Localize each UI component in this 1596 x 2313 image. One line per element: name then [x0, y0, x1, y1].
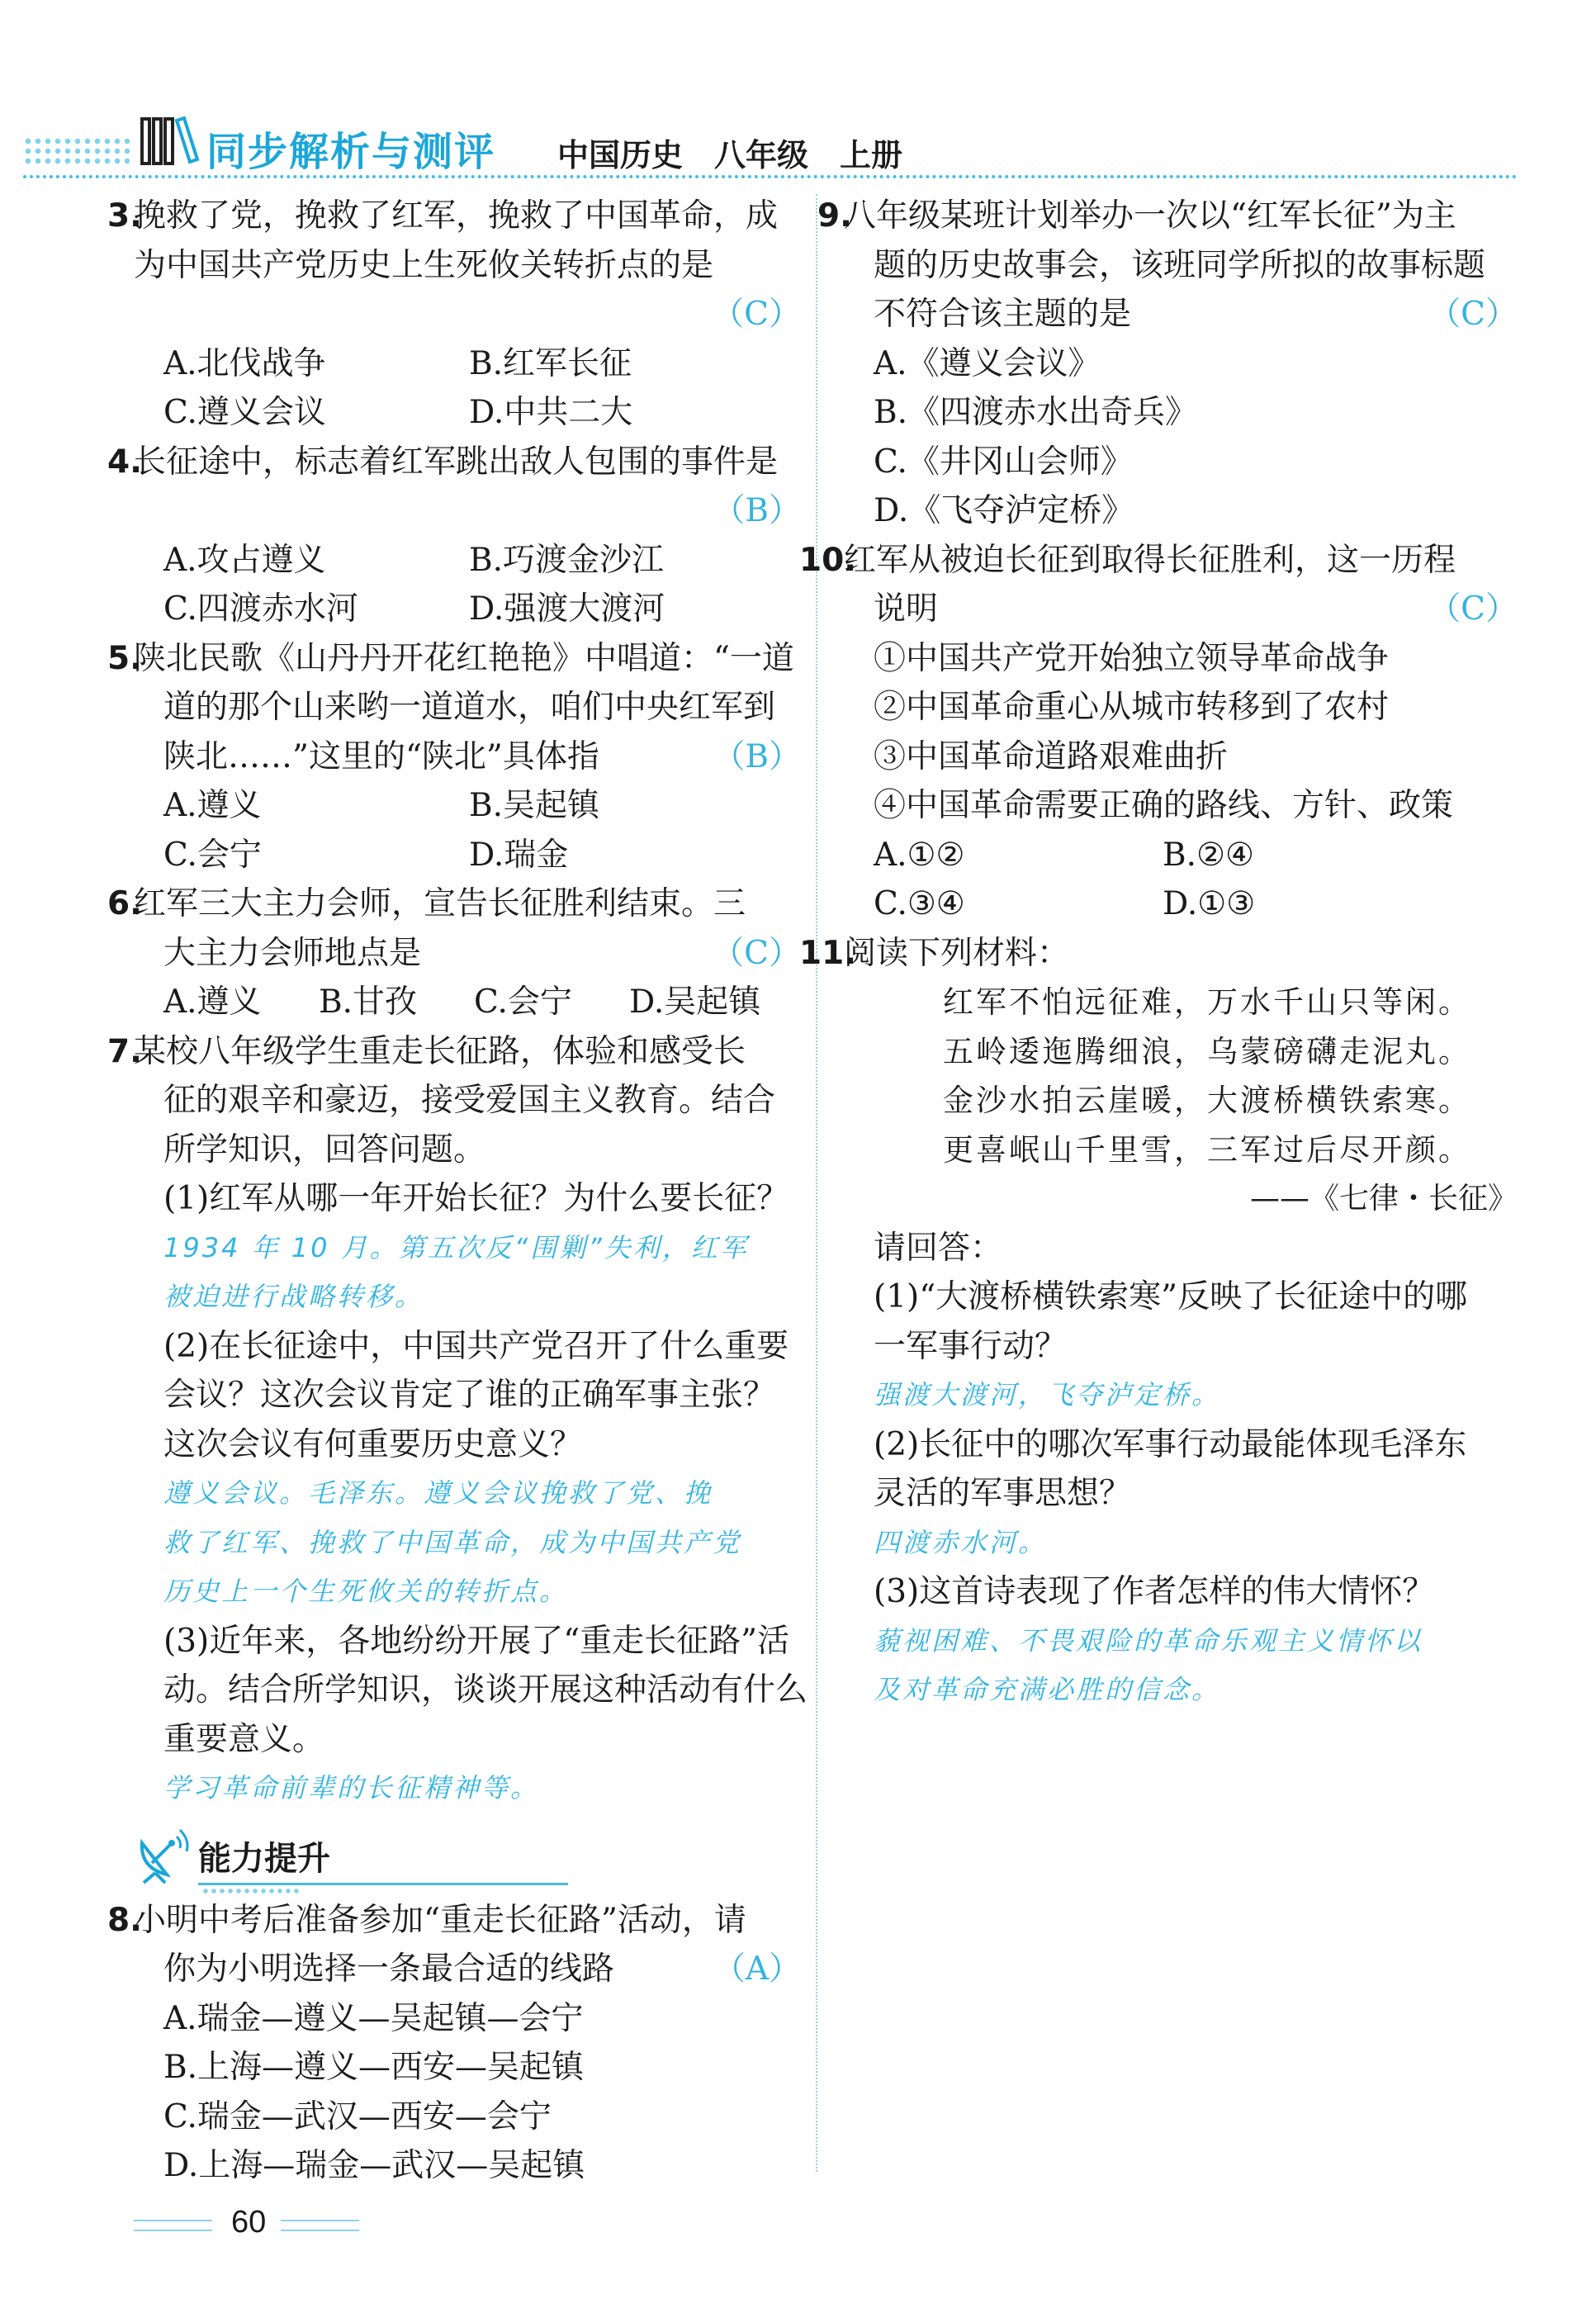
option: C.《井冈山会师》 [874, 443, 1133, 481]
satellite-dish-icon [134, 1827, 192, 1884]
question-6 [107, 879, 801, 1027]
statement-item: ④中国革命需要正确的路线、方针、政策 [874, 787, 1454, 824]
sub-question: (1)红军从哪一年开始长征？为什么要长征？ [163, 1180, 789, 1217]
option: B.巧渡金沙江 [469, 541, 665, 579]
sub-question: (3)近年来，各地纷纷开展了“重走长征路”活 [163, 1622, 790, 1660]
poem-line: 更喜岷山千里雪，三军过后尽开颜。 [943, 1131, 1471, 1168]
question-text: 八年级某班计划举办一次以“红军长征”为主 [844, 197, 1456, 235]
answer-choice: （C） [1428, 590, 1518, 628]
sub-question: 动。结合所学知识，谈谈开展这种活动有什么 [163, 1671, 808, 1709]
answer-choice: （C） [712, 296, 801, 333]
option: B.《四渡赤水出奇兵》 [874, 394, 1198, 431]
question-text: 红军三大主力会师，宣告长征胜利结束。三 [134, 885, 746, 922]
option: B.②④ [1163, 836, 1254, 874]
option: B.上海—遵义—西安—吴起镇 [163, 2049, 585, 2086]
option: C.③④ [874, 885, 965, 922]
right-column [799, 192, 1518, 1715]
options-row [134, 388, 801, 438]
books-icon [140, 116, 200, 167]
answer-choice: （B） [713, 737, 801, 775]
page-number: 60 [231, 2205, 267, 2240]
answer-choice: （B） [713, 492, 801, 529]
question-text: 红军从被迫长征到取得长征胜利，这一历程 [844, 541, 1456, 579]
header-dots-decoration [23, 136, 135, 166]
question-number: 11. [799, 934, 857, 972]
section-header [134, 1813, 801, 1896]
option: D.中共二大 [469, 394, 633, 431]
poem-line: 五岭逶迤腾细浪，乌蒙磅礴走泥丸。 [943, 1033, 1471, 1069]
question-text: 征的艰辛和豪迈，接受爱国主义教育。结合 [163, 1082, 776, 1119]
options-row [134, 831, 801, 880]
options-row [134, 781, 801, 831]
option: C.会宁 [474, 983, 572, 1021]
question-3 [107, 192, 801, 438]
option: B.甘孜 [319, 983, 418, 1021]
question-number: 5. [107, 639, 142, 677]
question-text: 某校八年级学生重走长征路，体验和感受长 [134, 1032, 746, 1070]
options-row [844, 879, 1518, 929]
question-7 [107, 1027, 808, 1813]
answer-choice: （C） [1428, 296, 1518, 333]
handwritten-answer: 四渡赤水河。 [874, 1526, 1048, 1558]
option: D.强渡大渡河 [469, 590, 665, 628]
handwritten-answer: 被迫进行战略转移。 [163, 1281, 424, 1312]
sub-question: 重要意义。 [163, 1720, 325, 1758]
option: D.上海—瑞金—武汉—吴起镇 [163, 2147, 585, 2184]
question-text: 陕北民歌《山丹丹开花红艳艳》中唱道：“一道 [134, 639, 794, 677]
option: A.攻占遵义 [163, 541, 326, 579]
option: B.红军长征 [469, 344, 632, 382]
statement-item: ③中国革命道路艰难曲折 [874, 737, 1229, 775]
question-11 [799, 929, 1518, 1715]
handwritten-answer: 历史上一个生死攸关的转折点。 [163, 1576, 569, 1607]
left-column [107, 192, 808, 2191]
options-row [844, 831, 1518, 880]
answer-choice: （C） [712, 934, 801, 972]
handwritten-answer: 遵义会议。毛泽东。遵义会议挽救了党、挽 [163, 1477, 713, 1509]
question-number: 3. [107, 197, 142, 235]
option: A.《遵义会议》 [874, 344, 1101, 382]
option: C.遵义会议 [163, 394, 326, 431]
footer-line [134, 2230, 212, 2231]
statement-item: ②中国革命重心从城市转移到了农村 [874, 689, 1390, 726]
sub-question: (1)“大渡桥横铁索寒”反映了长征途中的哪 [874, 1278, 1468, 1315]
option: D.《飞夺泸定桥》 [874, 492, 1134, 529]
page-header [0, 0, 1596, 186]
options-row [134, 536, 801, 585]
sub-question: 会议？这次会议肯定了谁的正确军事主张？ [163, 1377, 776, 1414]
sub-question: 这次会议有何重要历史意义？ [163, 1425, 583, 1463]
section-dots-decoration [201, 1888, 301, 1894]
question-text: 题的历史故事会，该班同学所拟的故事标题 [874, 246, 1486, 284]
footer-line [281, 2220, 359, 2221]
handwritten-answer: 强渡大渡河，飞夺泸定桥。 [874, 1379, 1221, 1410]
option: A.北伐战争 [163, 344, 326, 382]
header-divider [23, 175, 1518, 178]
sub-question: (2)长征中的哪次军事行动最能体现毛泽东 [874, 1425, 1467, 1463]
option: A.瑞金—遵义—吴起镇—会宁 [163, 1999, 584, 2037]
question-8 [107, 1896, 801, 2191]
prompt-text: 请回答： [874, 1229, 1003, 1267]
question-4 [107, 438, 801, 634]
options-row [134, 585, 801, 634]
question-number: 7. [107, 1032, 142, 1070]
question-text: 长征途中，标志着红军跳出敌人包围的事件是 [134, 443, 779, 481]
question-text: 阅读下列材料： [844, 934, 1070, 972]
handwritten-answer: 1934 年 10 月。第五次反“围剿”失利，红军 [163, 1231, 749, 1263]
question-9 [817, 192, 1518, 536]
options-row [134, 978, 801, 1027]
sub-question: (2)在长征途中，中国共产党召开了什么重要 [163, 1327, 789, 1365]
option: A.①② [874, 836, 965, 874]
question-text: 不符合该主题的是 [874, 296, 1132, 333]
question-text: 为中国共产党历史上生死攸关转折点的是 [134, 246, 714, 284]
question-text: 你为小明选择一条最合适的线路 [163, 1950, 615, 1988]
question-text: 小明中考后准备参加“重走长征路”活动，请 [134, 1901, 746, 1939]
column-divider [816, 194, 817, 2172]
answer-choice: （A） [713, 1950, 801, 1988]
option: D.吴起镇 [629, 983, 761, 1021]
footer-line [281, 2230, 359, 2231]
sub-question: 灵活的军事思想？ [874, 1475, 1132, 1512]
sub-question: (3)这首诗表现了作者怎样的伟大情怀？ [874, 1573, 1435, 1610]
option: C.四渡赤水河 [163, 590, 358, 628]
footer-line [134, 2220, 212, 2221]
option: A.遵义 [163, 983, 262, 1021]
question-number: 8. [107, 1901, 142, 1939]
series-title: 同步解析与测评 [206, 129, 496, 175]
page-footer [134, 2205, 381, 2254]
option: C.瑞金—武汉—西安—会宁 [163, 2097, 552, 2135]
option: D.①③ [1163, 885, 1256, 922]
question-text: 道的那个山来哟一道道水，咱们中央红军到 [163, 689, 776, 726]
question-5 [107, 634, 801, 880]
section-title: 能力提升 [198, 1839, 330, 1878]
option: D.瑞金 [469, 836, 569, 874]
option: B.吴起镇 [469, 787, 600, 824]
subject-label: 中国历史 八年级 上册 [557, 137, 903, 173]
question-number: 4. [107, 443, 142, 481]
question-number: 10. [799, 541, 857, 579]
option: A.遵义 [163, 787, 262, 824]
question-text: 所学知识，回答问题。 [163, 1130, 486, 1168]
question-text: 陕北……”这里的“陕北”具体指 [163, 737, 599, 775]
poem-source: ——《七律・长征》 [1249, 1182, 1518, 1216]
statement-item: ①中国共产党开始独立领导革命战争 [874, 639, 1390, 677]
question-10 [799, 536, 1518, 929]
handwritten-answer: 及对革命充满必胜的信念。 [874, 1674, 1221, 1705]
question-text: 大主力会师地点是 [163, 934, 422, 972]
options-row [134, 339, 801, 389]
question-text: 挽救了党，挽救了红军，挽救了中国革命，成 [134, 197, 779, 235]
option: C.会宁 [163, 836, 262, 874]
handwritten-answer: 藐视困难、不畏艰险的革命乐观主义情怀以 [874, 1624, 1423, 1657]
section-underline [198, 1883, 568, 1885]
sub-question: 一军事行动？ [874, 1327, 1068, 1365]
question-number: 6. [107, 885, 142, 922]
question-number: 9. [817, 197, 852, 235]
handwritten-answer: 学习革命前辈的长征精神等。 [163, 1772, 540, 1803]
poem-line: 红军不怕远征难，万水千山只等闲。 [943, 984, 1471, 1020]
poem-line: 金沙水拍云崖暖，大渡桥横铁索寒。 [943, 1083, 1471, 1118]
question-text: 说明 [874, 590, 939, 628]
handwritten-answer: 救了红军、挽救了中国革命，成为中国共产党 [163, 1526, 742, 1558]
